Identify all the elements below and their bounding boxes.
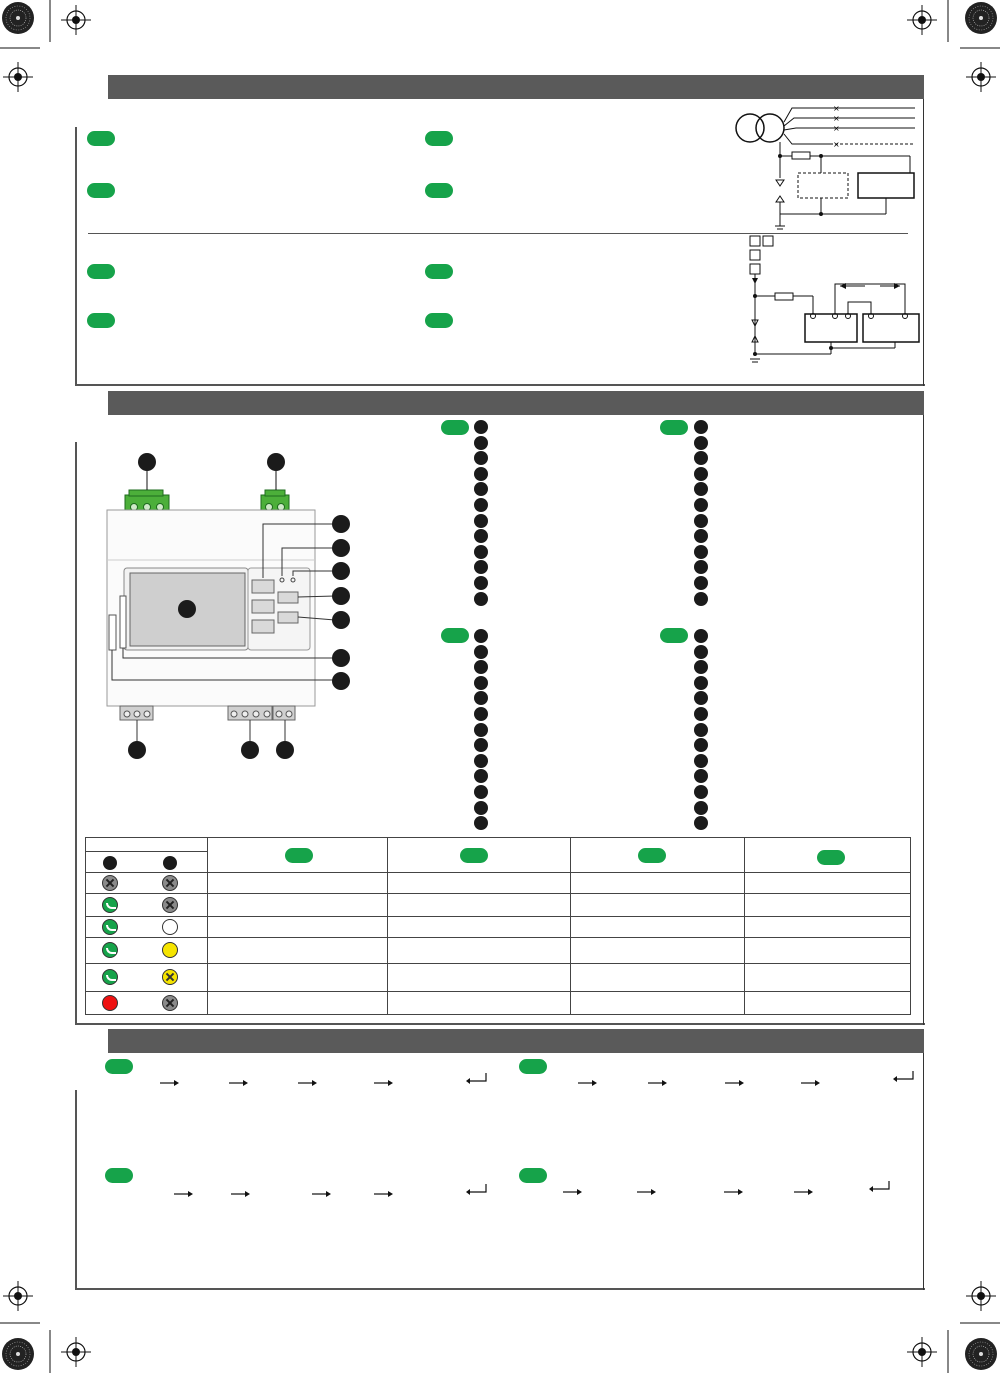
numbered-callout-icon — [474, 754, 488, 768]
step-pill — [660, 628, 688, 643]
numbered-callout-icon — [474, 498, 488, 512]
mode-cell — [571, 964, 745, 992]
led-1-red-icon — [102, 995, 118, 1011]
numbered-callout-icon — [694, 629, 708, 643]
led-2-gray-cross-icon — [162, 875, 178, 891]
numbered-callout-icon — [694, 754, 708, 768]
mode-cell — [745, 992, 911, 1015]
led-status-row — [86, 938, 911, 964]
callout-terminal-left — [128, 741, 146, 759]
mode-cell — [745, 938, 911, 964]
numbered-callout-icon — [474, 467, 488, 481]
callout-connector-right — [267, 453, 285, 471]
callout-button-group — [332, 515, 350, 533]
mode-cell — [387, 992, 571, 1015]
led-2-gray-cross-icon — [162, 995, 178, 1011]
arrow-right-icon — [160, 1080, 179, 1086]
step-pill — [285, 848, 313, 863]
section-3-header-band — [108, 1029, 924, 1053]
mode-cell — [387, 873, 571, 894]
led-status-row — [86, 873, 911, 894]
arrow-right-icon — [374, 1080, 393, 1086]
led-1-green-blink-icon — [102, 919, 118, 935]
mode-col-header — [207, 838, 387, 873]
numbered-callout-icon — [474, 514, 488, 528]
dual-unit-wiring-diagram — [745, 234, 925, 374]
led-2-header — [133, 852, 207, 873]
mode-cell — [207, 992, 387, 1015]
numbered-callout-icon — [694, 436, 708, 450]
callout-label-2 — [332, 672, 350, 690]
arrow-right-icon — [563, 1189, 582, 1195]
svg-text:×: × — [833, 104, 840, 113]
numbered-callout-icon — [474, 801, 488, 815]
mode-cell — [571, 894, 745, 917]
step-pill — [817, 850, 845, 865]
step-pill — [441, 628, 469, 643]
led-2-gray-cross-icon — [162, 897, 178, 913]
step-pill — [87, 131, 115, 146]
callout-display — [178, 600, 196, 618]
step-pill — [425, 131, 453, 146]
arrow-right-icon — [312, 1191, 331, 1197]
numbered-callout-icon — [694, 592, 708, 606]
section-2-header-band — [108, 391, 924, 415]
numbered-callout-icon — [474, 723, 488, 737]
menu-sequence-arrows — [0, 1060, 1000, 1210]
step-pill — [660, 420, 688, 435]
led-header-blank — [86, 838, 208, 852]
led-status-table — [85, 837, 911, 1015]
mode-cell — [387, 917, 571, 938]
step-pill — [425, 264, 453, 279]
numbered-callout-icon — [694, 467, 708, 481]
callout-key-2 — [332, 611, 350, 629]
numbered-callout-icon — [694, 723, 708, 737]
mode-cell — [207, 964, 387, 992]
led-status-row — [86, 917, 911, 938]
mode-cell — [387, 938, 571, 964]
return-arrow-icon — [869, 1181, 889, 1192]
numbered-callout-icon — [694, 576, 708, 590]
numbered-callout-icon — [474, 676, 488, 690]
numbered-callout-icon — [694, 645, 708, 659]
arrow-right-icon — [229, 1080, 248, 1086]
svg-text:×: × — [833, 124, 840, 133]
numbered-callout-icon — [694, 801, 708, 815]
numbered-callout-icon — [694, 676, 708, 690]
numbered-callout-icon — [474, 645, 488, 659]
return-arrow-icon — [893, 1071, 913, 1082]
led-status-row — [86, 964, 911, 992]
arrow-right-icon — [298, 1080, 317, 1086]
mode-cell — [207, 938, 387, 964]
callout-key-1 — [332, 587, 350, 605]
numbered-callout-icon — [474, 576, 488, 590]
callout-icon — [163, 856, 177, 870]
arrow-right-icon — [725, 1080, 744, 1086]
return-arrow-icon — [466, 1184, 486, 1195]
numbered-callout-icon — [694, 498, 708, 512]
arrow-right-icon — [794, 1189, 813, 1195]
mode-cell — [745, 873, 911, 894]
arrow-right-icon — [374, 1191, 393, 1197]
svg-text:×: × — [833, 140, 840, 149]
numbered-callout-icon — [694, 545, 708, 559]
step-pill — [425, 313, 453, 328]
numbered-callout-icon — [474, 545, 488, 559]
mode-cell — [571, 917, 745, 938]
mode-cell — [387, 894, 571, 917]
callout-label-1 — [332, 649, 350, 667]
led-1-green-blink-icon — [102, 942, 118, 958]
svg-text:×: × — [833, 114, 840, 123]
step-pill — [441, 420, 469, 435]
led-1-header — [86, 852, 134, 873]
led-1-green-blink-icon — [102, 969, 118, 985]
numbered-callout-icon — [474, 785, 488, 799]
led-status-row — [86, 992, 911, 1015]
callout-connector-left — [138, 453, 156, 471]
callout-led-2 — [332, 562, 350, 580]
device-illustration — [100, 450, 360, 760]
numbered-callout-icon — [474, 592, 488, 606]
led-2-white-icon — [162, 919, 178, 935]
led-1-gray-cross-icon — [102, 875, 118, 891]
section-2-right-edge — [923, 415, 924, 1025]
mode-col-header — [387, 838, 571, 873]
led-2-yellow-icon — [162, 942, 178, 958]
numbered-callout-icon — [694, 420, 708, 434]
step-pill — [460, 848, 488, 863]
transformer-wiring-diagram — [730, 102, 920, 232]
arrow-right-icon — [724, 1189, 743, 1195]
numbered-callout-icon — [694, 707, 708, 721]
led-2-yellow-cross-icon — [162, 969, 178, 985]
mode-cell — [571, 938, 745, 964]
section-1-header-band — [108, 75, 924, 99]
callout-terminal-mid — [241, 741, 259, 759]
arrow-right-icon — [174, 1191, 193, 1197]
return-arrow-icon — [466, 1073, 486, 1084]
step-pill — [638, 848, 666, 863]
arrow-right-icon — [801, 1080, 820, 1086]
callout-icon — [103, 856, 117, 870]
mode-cell — [745, 917, 911, 938]
led-status-row — [86, 894, 911, 917]
numbered-callout-icon — [474, 420, 488, 434]
mode-cell — [745, 964, 911, 992]
step-pill — [425, 183, 453, 198]
numbered-callout-icon — [474, 436, 488, 450]
step-pill — [87, 183, 115, 198]
mode-cell — [571, 992, 745, 1015]
numbered-callout-icon — [694, 514, 708, 528]
mode-cell — [387, 964, 571, 992]
callout-led-1 — [332, 539, 350, 557]
led-1-green-blink-icon — [102, 897, 118, 913]
mode-cell — [207, 894, 387, 917]
mode-col-header — [571, 838, 745, 873]
numbered-callout-icon — [474, 629, 488, 643]
arrow-right-icon — [578, 1080, 597, 1086]
arrow-right-icon — [231, 1191, 250, 1197]
mode-cell — [207, 917, 387, 938]
step-pill — [87, 264, 115, 279]
callout-terminal-right — [276, 741, 294, 759]
mode-cell — [207, 873, 387, 894]
arrow-right-icon — [648, 1080, 667, 1086]
numbered-callout-icon — [474, 707, 488, 721]
mode-cell — [745, 894, 911, 917]
mode-col-header — [745, 838, 911, 873]
mode-cell — [571, 873, 745, 894]
numbered-callout-icon — [694, 785, 708, 799]
arrow-right-icon — [637, 1189, 656, 1195]
step-pill — [87, 313, 115, 328]
